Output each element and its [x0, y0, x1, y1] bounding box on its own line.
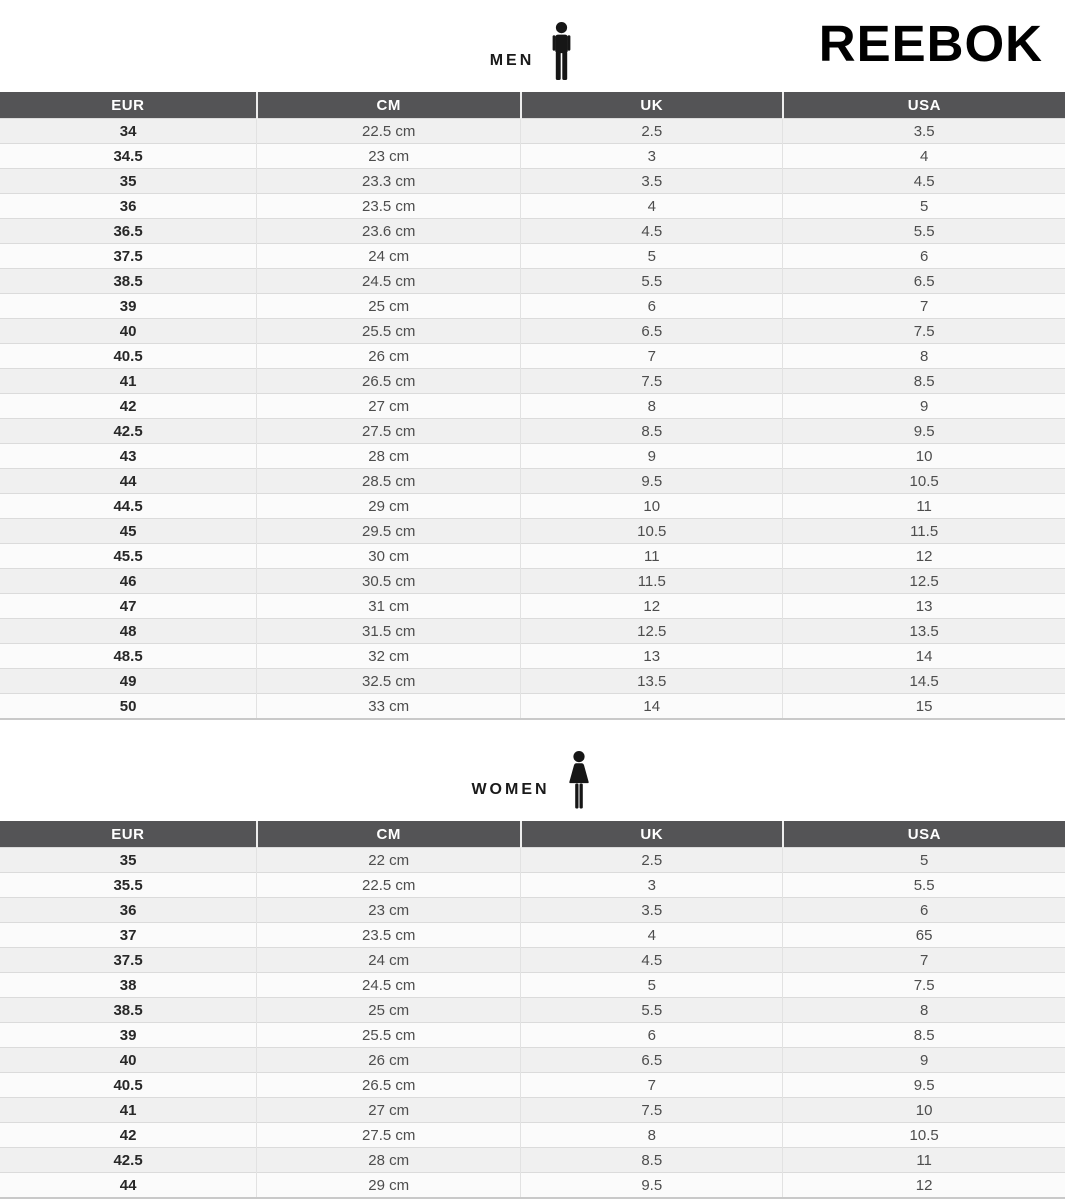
table-row	[0, 419, 1065, 444]
male-figure-icon	[548, 22, 575, 86]
table-cell: 31 cm	[257, 594, 521, 619]
table-cell: 7.5	[783, 319, 1065, 344]
table-cell: 10.5	[783, 1123, 1065, 1148]
column-header-cm: CM	[257, 92, 521, 119]
women-header-band	[0, 720, 1065, 821]
table-cell: 3.5	[521, 898, 783, 923]
table-cell: 9.5	[783, 1073, 1065, 1098]
table-cell: 7.5	[521, 369, 783, 394]
table-cell: 30 cm	[257, 544, 521, 569]
table-cell: 27 cm	[257, 394, 521, 419]
table-cell: 12	[521, 594, 783, 619]
table-cell: 8	[783, 998, 1065, 1023]
table-cell: 9	[783, 1048, 1065, 1073]
table-cell: 13.5	[783, 619, 1065, 644]
table-cell: 7	[521, 344, 783, 369]
table-cell: 24.5 cm	[257, 973, 521, 998]
table-cell: 7	[783, 294, 1065, 319]
men-size-table	[0, 92, 1065, 720]
table-cell: 5	[783, 194, 1065, 219]
table-row	[0, 694, 1065, 720]
table-row	[0, 319, 1065, 344]
men-table-header-row	[0, 92, 1065, 119]
table-row	[0, 873, 1065, 898]
table-row	[0, 144, 1065, 169]
table-cell: 26 cm	[257, 1048, 521, 1073]
table-cell: 5.5	[521, 998, 783, 1023]
table-row	[0, 444, 1065, 469]
table-cell: 11	[521, 544, 783, 569]
table-cell: 37	[0, 923, 257, 948]
table-cell: 8.5	[783, 369, 1065, 394]
table-row	[0, 1048, 1065, 1073]
table-cell: 23 cm	[257, 144, 521, 169]
table-cell: 4	[783, 144, 1065, 169]
table-row	[0, 119, 1065, 144]
table-cell: 5	[521, 973, 783, 998]
female-figure-icon	[564, 751, 594, 815]
table-cell: 38.5	[0, 998, 257, 1023]
table-cell: 9.5	[521, 469, 783, 494]
table-cell: 40.5	[0, 344, 257, 369]
table-row	[0, 269, 1065, 294]
table-cell: 37.5	[0, 244, 257, 269]
table-cell: 10	[783, 1098, 1065, 1123]
table-cell: 5	[783, 848, 1065, 873]
table-cell: 8.5	[521, 419, 783, 444]
table-row	[0, 923, 1065, 948]
table-row	[0, 644, 1065, 669]
table-cell: 39	[0, 294, 257, 319]
table-cell: 6.5	[521, 1048, 783, 1073]
table-cell: 3.5	[521, 169, 783, 194]
table-cell: 8	[521, 394, 783, 419]
table-row	[0, 469, 1065, 494]
table-cell: 2.5	[521, 848, 783, 873]
table-cell: 26.5 cm	[257, 369, 521, 394]
table-cell: 23.6 cm	[257, 219, 521, 244]
column-header-usa: USA	[783, 92, 1065, 119]
table-row	[0, 344, 1065, 369]
table-cell: 35	[0, 169, 257, 194]
table-cell: 3	[521, 873, 783, 898]
table-cell: 11	[783, 1148, 1065, 1173]
table-cell: 34.5	[0, 144, 257, 169]
table-cell: 37.5	[0, 948, 257, 973]
reebok-logo: REEBOK	[818, 15, 1043, 72]
table-cell: 42	[0, 394, 257, 419]
table-cell: 43	[0, 444, 257, 469]
table-cell: 25.5 cm	[257, 319, 521, 344]
table-cell: 29.5 cm	[257, 519, 521, 544]
column-header-uk: UK	[521, 92, 783, 119]
table-cell: 5.5	[521, 269, 783, 294]
table-cell: 5.5	[783, 873, 1065, 898]
table-cell: 7	[783, 948, 1065, 973]
table-cell: 23.3 cm	[257, 169, 521, 194]
table-cell: 45	[0, 519, 257, 544]
table-cell: 29 cm	[257, 1173, 521, 1199]
column-header-eur: EUR	[0, 821, 257, 848]
table-cell: 33 cm	[257, 694, 521, 720]
table-cell: 13	[783, 594, 1065, 619]
women-table-header-row	[0, 821, 1065, 848]
table-row	[0, 1023, 1065, 1048]
table-cell: 25 cm	[257, 998, 521, 1023]
table-cell: 22.5 cm	[257, 873, 521, 898]
table-cell: 27.5 cm	[257, 419, 521, 444]
table-cell: 9.5	[783, 419, 1065, 444]
table-cell: 11.5	[783, 519, 1065, 544]
table-row	[0, 948, 1065, 973]
table-cell: 42.5	[0, 1148, 257, 1173]
table-cell: 41	[0, 369, 257, 394]
table-cell: 7.5	[521, 1098, 783, 1123]
table-row	[0, 998, 1065, 1023]
table-cell: 6	[521, 1023, 783, 1048]
table-cell: 22.5 cm	[257, 119, 521, 144]
table-cell: 10	[521, 494, 783, 519]
table-cell: 9	[783, 394, 1065, 419]
table-cell: 44	[0, 1173, 257, 1199]
table-cell: 8	[783, 344, 1065, 369]
table-cell: 47	[0, 594, 257, 619]
table-cell: 4	[521, 194, 783, 219]
table-cell: 38	[0, 973, 257, 998]
table-cell: 14.5	[783, 669, 1065, 694]
table-cell: 15	[783, 694, 1065, 720]
table-cell: 4.5	[521, 948, 783, 973]
table-cell: 27 cm	[257, 1098, 521, 1123]
table-cell: 4	[521, 923, 783, 948]
table-row	[0, 544, 1065, 569]
table-row	[0, 669, 1065, 694]
table-cell: 45.5	[0, 544, 257, 569]
table-row	[0, 1073, 1065, 1098]
table-cell: 10	[783, 444, 1065, 469]
table-cell: 8.5	[783, 1023, 1065, 1048]
table-cell: 13.5	[521, 669, 783, 694]
table-row	[0, 394, 1065, 419]
table-cell: 2.5	[521, 119, 783, 144]
table-row	[0, 294, 1065, 319]
column-header-usa: USA	[783, 821, 1065, 848]
table-cell: 48	[0, 619, 257, 644]
table-cell: 7.5	[783, 973, 1065, 998]
table-row	[0, 219, 1065, 244]
table-cell: 6.5	[521, 319, 783, 344]
table-cell: 10.5	[521, 519, 783, 544]
table-cell: 48.5	[0, 644, 257, 669]
table-cell: 8.5	[521, 1148, 783, 1173]
table-cell: 12	[783, 1173, 1065, 1199]
table-cell: 12.5	[783, 569, 1065, 594]
table-row	[0, 244, 1065, 269]
table-cell: 9.5	[521, 1173, 783, 1199]
table-cell: 46	[0, 569, 257, 594]
table-cell: 10.5	[783, 469, 1065, 494]
table-cell: 24.5 cm	[257, 269, 521, 294]
table-cell: 11.5	[521, 569, 783, 594]
table-cell: 40	[0, 319, 257, 344]
men-section-label: MEN	[489, 52, 535, 69]
column-header-uk: UK	[521, 821, 783, 848]
table-cell: 26.5 cm	[257, 1073, 521, 1098]
table-cell: 42	[0, 1123, 257, 1148]
table-cell: 5	[521, 244, 783, 269]
table-cell: 32.5 cm	[257, 669, 521, 694]
table-row	[0, 973, 1065, 998]
table-row	[0, 1123, 1065, 1148]
table-cell: 6	[521, 294, 783, 319]
table-cell: 24 cm	[257, 244, 521, 269]
table-row	[0, 169, 1065, 194]
table-row	[0, 1098, 1065, 1123]
table-cell: 5.5	[783, 219, 1065, 244]
table-cell: 50	[0, 694, 257, 720]
table-row	[0, 569, 1065, 594]
table-cell: 23.5 cm	[257, 194, 521, 219]
table-cell: 23.5 cm	[257, 923, 521, 948]
table-cell: 38.5	[0, 269, 257, 294]
women-size-table	[0, 821, 1065, 1199]
table-cell: 6	[783, 244, 1065, 269]
table-cell: 41	[0, 1098, 257, 1123]
table-cell: 6	[783, 898, 1065, 923]
women-section-label: WOMEN	[471, 781, 550, 798]
table-cell: 14	[521, 694, 783, 720]
table-cell: 36	[0, 898, 257, 923]
table-cell: 7	[521, 1073, 783, 1098]
table-cell: 34	[0, 119, 257, 144]
table-cell: 65	[783, 923, 1065, 948]
table-cell: 35	[0, 848, 257, 873]
table-cell: 27.5 cm	[257, 1123, 521, 1148]
table-row	[0, 898, 1065, 923]
table-row	[0, 619, 1065, 644]
table-cell: 4.5	[521, 219, 783, 244]
table-row	[0, 494, 1065, 519]
table-cell: 22 cm	[257, 848, 521, 873]
table-row	[0, 594, 1065, 619]
table-cell: 30.5 cm	[257, 569, 521, 594]
table-cell: 29 cm	[257, 494, 521, 519]
table-cell: 14	[783, 644, 1065, 669]
table-row	[0, 194, 1065, 219]
table-cell: 12	[783, 544, 1065, 569]
table-row	[0, 519, 1065, 544]
column-header-eur: EUR	[0, 92, 257, 119]
women-label-group	[0, 720, 1065, 821]
table-cell: 24 cm	[257, 948, 521, 973]
table-cell: 40.5	[0, 1073, 257, 1098]
table-cell: 28 cm	[257, 1148, 521, 1173]
table-cell: 28 cm	[257, 444, 521, 469]
table-cell: 40	[0, 1048, 257, 1073]
table-cell: 23 cm	[257, 898, 521, 923]
table-row	[0, 369, 1065, 394]
table-cell: 39	[0, 1023, 257, 1048]
table-row	[0, 1173, 1065, 1199]
table-row	[0, 1148, 1065, 1173]
table-cell: 6.5	[783, 269, 1065, 294]
table-cell: 42.5	[0, 419, 257, 444]
table-cell: 36.5	[0, 219, 257, 244]
table-cell: 3.5	[783, 119, 1065, 144]
table-cell: 44.5	[0, 494, 257, 519]
table-cell: 9	[521, 444, 783, 469]
table-cell: 36	[0, 194, 257, 219]
table-cell: 12.5	[521, 619, 783, 644]
men-header-band	[0, 0, 1065, 92]
table-cell: 11	[783, 494, 1065, 519]
table-cell: 31.5 cm	[257, 619, 521, 644]
table-cell: 26 cm	[257, 344, 521, 369]
table-cell: 32 cm	[257, 644, 521, 669]
table-row	[0, 848, 1065, 873]
table-cell: 49	[0, 669, 257, 694]
table-cell: 44	[0, 469, 257, 494]
table-cell: 8	[521, 1123, 783, 1148]
table-cell: 4.5	[783, 169, 1065, 194]
column-header-cm: CM	[257, 821, 521, 848]
table-cell: 25 cm	[257, 294, 521, 319]
table-cell: 35.5	[0, 873, 257, 898]
table-cell: 13	[521, 644, 783, 669]
table-cell: 28.5 cm	[257, 469, 521, 494]
table-cell: 3	[521, 144, 783, 169]
table-cell: 25.5 cm	[257, 1023, 521, 1048]
